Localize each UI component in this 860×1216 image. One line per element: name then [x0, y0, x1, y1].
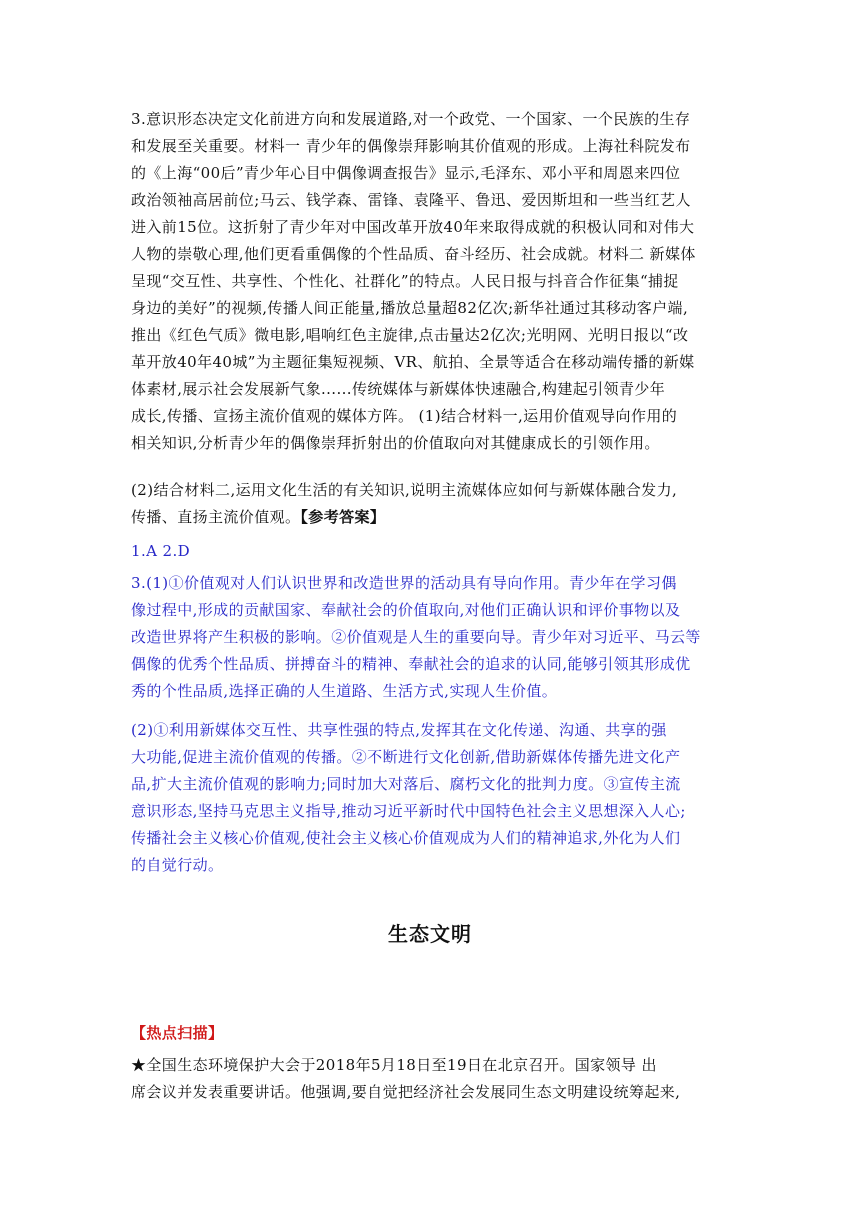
hotspot-label-block: [131, 1020, 731, 1047]
text-line: 品,扩大主流价值观的影响力;同时加大对落后、腐朽文化的批判力度。③宣传主流: [131, 775, 681, 793]
reference-answer-label: 【参考答案】: [300, 508, 386, 526]
text-line: 人物的崇敬心理,他们更看重偶像的个性品质、奋斗经历、社会成就。材料二 新媒体: [131, 245, 696, 263]
text-line: 席会议并发表重要讲话。他强调,要自觉把经济社会发展同生态文明建设统筹起来,: [131, 1083, 681, 1101]
answer-short: [131, 538, 731, 565]
answer-3-part-1: [131, 570, 731, 705]
section-title: 生态文明: [388, 922, 472, 946]
text-line: [131, 504, 731, 531]
text-line: 像过程中,形成的贡献国家、奉献社会的价值取向,对他们正确认识和评价事物以及: [131, 601, 681, 619]
text-line: 大功能,促进主流价值观的传播。②不断进行文化创新,借助新媒体传播先进文化产: [131, 748, 681, 766]
text-line: 呈现“交互性、共享性、个性化、社群化”的特点。人民日报与抖音合作征集“捕捉: [131, 272, 679, 290]
question-3-part-2: [131, 477, 731, 531]
text-line: 的《上海“00后”青少年心目中偶像调查报告》显示,毛泽东、邓小平和周恩来四位: [131, 164, 681, 182]
text-line: 传播社会主义核心价值观,使社会主义核心价值观成为人们的精神追求,外化为人们: [131, 829, 681, 847]
text-line: 的自觉行动。: [131, 856, 224, 874]
text-line: 3.(1)①价值观对人们认识世界和改造世界的活动具有导向作用。青少年在学习偶: [131, 574, 677, 592]
text-line: 身边的美好”的视频,传播人间正能量,播放总量超82亿次;新华社通过其移动客户端,: [131, 299, 689, 317]
text-line: 政治领袖高居前位;马云、钱学森、雷锋、袁隆平、鲁迅、爱因斯坦和一些当红艺人: [131, 191, 691, 209]
text-line: 秀的个性品质,选择正确的人生道路、生活方式,实现人生价值。: [131, 682, 558, 700]
text-line: 进入前15位。这折射了青少年对中国改革开放40年来取得成就的积极认同和对伟大: [131, 218, 695, 236]
text-segment: 传播、直扬主流价值观。: [131, 508, 301, 526]
question-3-stem: [131, 106, 731, 457]
text-line: 1.A 2.D: [131, 542, 191, 560]
text-line: 意识形态,坚持马克思主义指导,推动习近平新时代中国特色社会主义思想深入人心;: [131, 802, 686, 820]
text-line: 体素材,展示社会发展新气象......传统媒体与新媒体快速融合,构建起引领青少年: [131, 380, 666, 398]
text-line: 改造世界将产生积极的影响。②价值观是人生的重要向导。青少年对习近平、马云等: [131, 628, 701, 646]
hotspot-text: [131, 1052, 731, 1106]
text-line: 成长,传播、宣扬主流价值观的媒体方阵。 (1)结合材料一,运用价值观导向作用的: [131, 407, 678, 425]
text-line: 3.意识形态决定文化前进方向和发展道路,对一个政党、一个国家、一个民族的生存: [131, 110, 691, 128]
text-line: 偶像的优秀个性品质、拼搏奋斗的精神、奉献社会的追求的认同,能够引领其形成优: [131, 655, 691, 673]
text-line: 相关知识,分析青少年的偶像崇拜折射出的价值取向对其健康成长的引领作用。: [131, 434, 660, 452]
text-line: (2)①利用新媒体交互性、共享性强的特点,发挥其在文化传递、沟通、共享的强: [131, 721, 667, 739]
text-line: 推出《红色气质》微电影,唱响红色主旋律,点击量达2亿次;光明网、光明日报以“改: [131, 326, 689, 344]
text-line: 和发展至关重要。材料一 青少年的偶像崇拜影响其价值观的形成。上海社科院发布: [131, 137, 691, 155]
answer-3-part-2: [131, 717, 731, 879]
text-line: 革开放40年40城”为主题征集短视频、VR、航拍、全景等适合在移动端传播的新媒: [131, 353, 695, 371]
text-line: (2)结合材料二,运用文化生活的有关知识,说明主流媒体应如何与新媒体融合发力,: [131, 481, 678, 499]
hotspot-label: 【热点扫描】: [131, 1024, 224, 1042]
text-line: ★全国生态环境保护大会于2018年5月18日至19日在北京召开。国家领导 出: [131, 1056, 657, 1074]
